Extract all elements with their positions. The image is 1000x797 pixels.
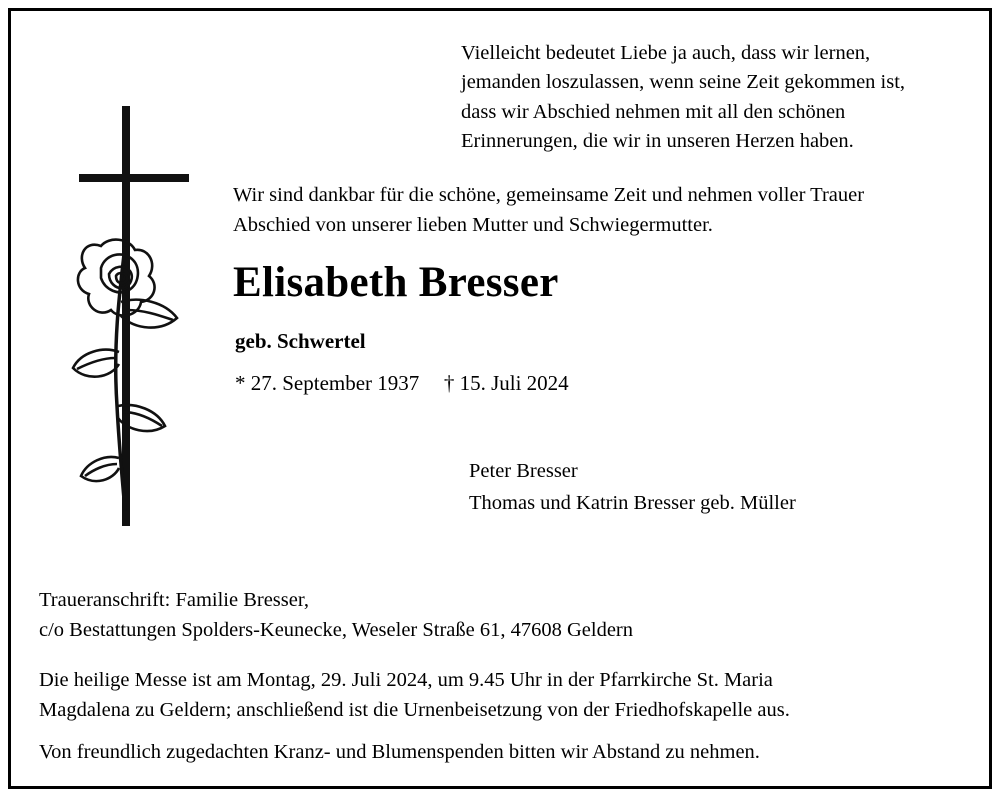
address-line: Traueranschrift: Familie Bresser, xyxy=(39,589,309,611)
mourner-line: Thomas und Katrin Bresser geb. Müller xyxy=(469,491,796,514)
service-line: Die heilige Messe ist am Montag, 29. Juli 2024, um 9.45 Uhr in der Pfarrkirche St. Maria xyxy=(39,669,773,691)
flowers-note: Von freundlich zugedachten Kranz- und Blumenspenden bitten wir Abstand zu nehmen. xyxy=(39,741,760,763)
service-details xyxy=(39,666,979,725)
deceased-name: Elisabeth Bresser xyxy=(233,259,559,306)
gratitude-line: Wir sind dankbar für die schöne, gemeinsame Zeit und nehmen voller Trauer xyxy=(233,184,865,206)
birth-date: * 27. September 1937 xyxy=(235,371,420,395)
verse-block xyxy=(461,39,981,156)
verse-line: Vielleicht bedeutet Liebe ja auch, dass wir lernen, xyxy=(461,42,871,64)
gratitude-block xyxy=(233,181,993,240)
service-line: Magdalena zu Geldern; anschließend ist die Urnenbeisetzung von der Friedhofskapelle aus. xyxy=(39,698,790,721)
mourners-list xyxy=(469,456,796,520)
notice-content xyxy=(11,11,989,786)
life-dates xyxy=(235,371,569,396)
condolence-address xyxy=(39,586,633,645)
death-date: † 15. Juli 2024 xyxy=(443,371,569,395)
maiden-name: geb. Schwertel xyxy=(235,329,366,353)
verse-line: jemanden loszulassen, wenn seine Zeit gekommen ist, xyxy=(461,71,906,94)
mourner-line: Peter Bresser xyxy=(469,460,578,482)
gratitude-line: Abschied von unserer lieben Mutter und Schwiegermutter. xyxy=(233,213,713,236)
verse-line: Erinnerungen, die wir in unseren Herzen haben. xyxy=(461,129,854,152)
cross-with-rose-icon xyxy=(61,106,206,526)
verse-line: dass wir Abschied nehmen mit all den schönen xyxy=(461,100,846,123)
address-line: c/o Bestattungen Spolders-Keunecke, Weseler Straße 61, 47608 Geldern xyxy=(39,618,634,641)
